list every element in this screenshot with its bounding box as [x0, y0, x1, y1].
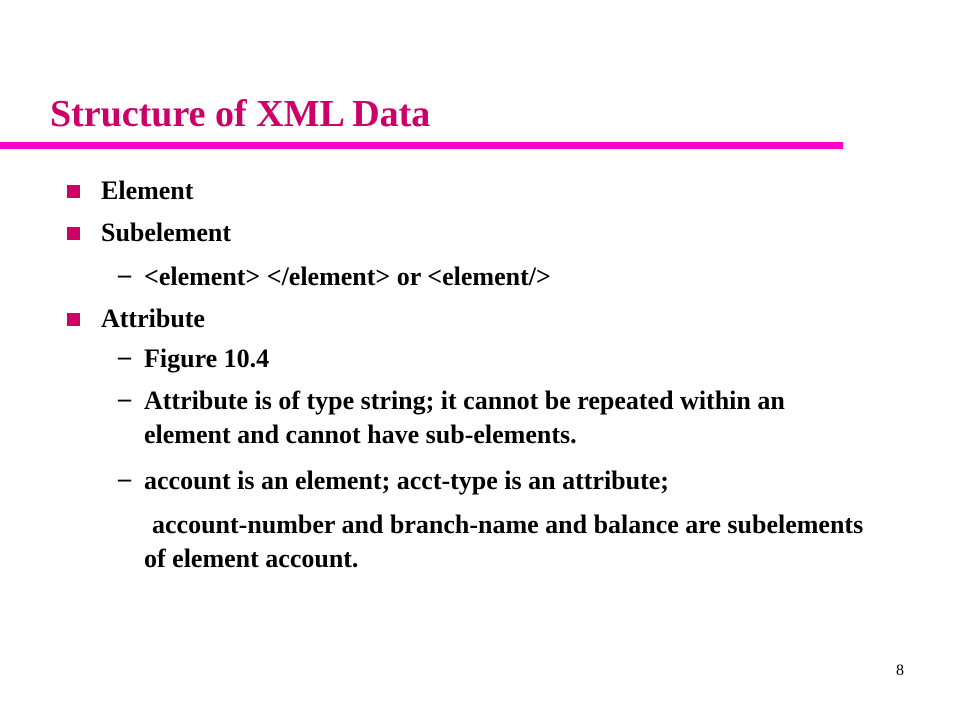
subitem-text: <element> </element> or <element/>: [144, 262, 551, 291]
subitem-text: Attribute is of type string; it cannot be repeated within an element and cannot have sub-elements.: [144, 386, 785, 449]
square-bullet-icon: [67, 227, 80, 240]
dash-marker: –: [118, 342, 131, 371]
bullet-item-element: [67, 176, 193, 206]
bullet-item-subelement: [67, 218, 231, 248]
dash-marker: –: [118, 464, 131, 493]
square-bullet-icon: [67, 313, 80, 326]
square-bullet-icon: [67, 185, 80, 198]
page-number: 8: [896, 662, 904, 679]
slide-title: Structure of XML Data: [50, 93, 431, 135]
bullet-item-attribute: [67, 304, 205, 334]
subitem-account-example: [118, 464, 669, 498]
bullet-text: Element: [101, 176, 194, 205]
dash-marker: –: [118, 260, 131, 289]
subitem-attribute-rule: [118, 384, 814, 452]
subitem-text: Figure 10.4: [144, 344, 270, 373]
continuation-text: account-number and branch-name and balance are subelements of element account.: [144, 510, 864, 573]
continuation-paragraph: [144, 508, 874, 576]
subitem-text: account is an element; acct-type is an attribute;: [144, 466, 669, 495]
subitem-figure-ref: [118, 342, 269, 376]
bullet-text: Attribute: [101, 304, 205, 333]
dash-marker: –: [118, 384, 131, 413]
bullet-text: Subelement: [101, 218, 231, 247]
subitem-element-syntax: [118, 260, 551, 294]
title-underline: [0, 142, 843, 149]
